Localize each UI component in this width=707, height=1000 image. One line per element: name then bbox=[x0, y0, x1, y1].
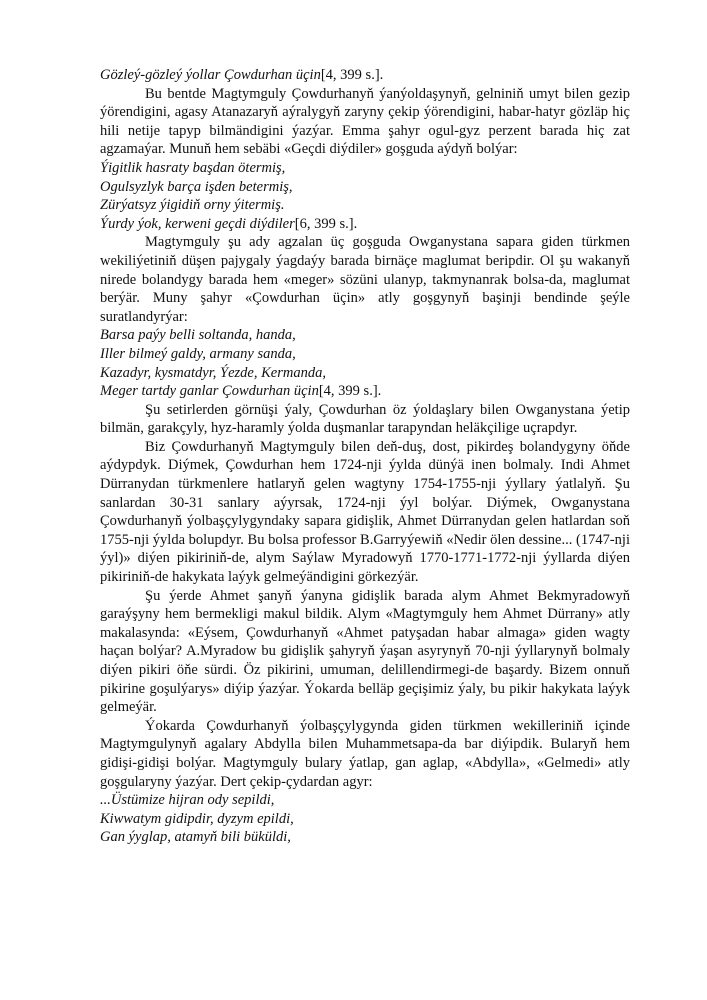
paragraph: Magtymguly şu ady agzalan üç goşguda Owganystana sapara giden türkmen wekiliýetiniň düşen pajygaly ýagdaýy barada birnäçe maglumat beripdir. Ol şu wakanyň nirede bolandygy barada hem «meger» sözüni ulanyp, takmynanrak bolsa-da, maglumat berýär. Muny şahyr «Çowdurhan üçin» atly goşgynyň başinji bendinde şeýle suratlandyrýar: bbox=[100, 234, 630, 325]
verse-line: Iller bilmeý galdy, armany sanda, bbox=[100, 345, 296, 362]
paragraph: Ýokarda Çowdurhanyň ýolbaşçylygynda giden türkmen wekilleriniň içinde Magtymgulynyň agalary Abdylla bilen Muhammetsapa-da bar diýipdik. Bularyň hem gidişi-gidişi bolýar. Magtymguly bulary ýatlap, gan aglap, «Abdylla», «Gelmedi» atly goşgularyny ýazýar. Dert çekip-çydardan agyr: bbox=[100, 717, 630, 790]
document-page bbox=[100, 66, 630, 847]
paragraph: Şu setirlerden görnüşi ýaly, Çowdurhan öz ýoldaşlary bilen Owganystana ýetip bilmän, garakçyly, hyz-haramly ýolda duşmanlar tarapyndan heläkçilige uçrapdyr. bbox=[100, 401, 630, 437]
verse-line: Gan ýyglap, atamyň bili büküldi, bbox=[100, 829, 291, 846]
paragraph: Biz Çowdurhanyň Magtymguly bilen deň-duş, dost, pikirdeş bolandygyny öňde aýdypdyk. Diýmek, Çowdurhan hem 1724-nji ýylda dünýä inen bolmaly. Indi Ahmet Dürranydan türkmenlere hatlaryň gelen wagtyny 1754-1755-nji ýyllary ýatlalyň. Şu sanlardan 30-31 sanlary aýyrsak, 1724-nji ýyl bolýar. Diýmek, Owganystana Çowdurhanyň ýolbaşçylygyndaky sapara gidişlik, Ahmet Dürranydan gelen hatlardan soň 1755-nji ýylda bolupdyr. Bu bolsa professor B.Garryýewiň «Nedir ölen dessine... (1747-nji ýyl)» diýen pikiriniň-de, alym Saýlaw Myradowyň 1770-1771-1772-nji ýyllarda diýen pikiriniň-de hakykata laýyk gelmeýändigini görkezýär. bbox=[100, 438, 630, 586]
citation: [6, 399 s.]. bbox=[294, 215, 358, 232]
verse-line: Zürýatsyz ýigidiň orny ýitermiş. bbox=[100, 197, 285, 214]
verse-line: Barsa paýy belli soltanda, handa, bbox=[100, 327, 296, 344]
verse-line: Kiwwatym gidipdir, dyzym epildi, bbox=[100, 810, 294, 827]
citation: [4, 399 s.]. bbox=[320, 67, 384, 83]
verse-line: Ýigitlik hasraty başdan ötermiş, bbox=[100, 159, 286, 176]
paragraph: Bu bentde Magtymguly Çowdurhanyň ýanýoldaşynyň, gelniniň umyt bilen gezip ýörendigini, agasy Atanazaryň aýralygyň zaryny çekip ýörendigini, habar-hatyr gözläp hiç hili netije tapyp bilmändigini ýazýar. Emma şahyr ogul-gyz perzent barada hiç zat agzamaýar. Munuň hem sebäbi «Geçdi diýdiler» goşguda aýdyň bolýar: bbox=[100, 85, 630, 158]
verse-line: Kazadyr, kysmatdyr, Ýezde, Kermanda, bbox=[100, 364, 326, 381]
verse-line: Ogulsyzlyk barça işden betermiş, bbox=[100, 178, 293, 195]
citation: [4, 399 s.]. bbox=[318, 383, 382, 400]
paragraph: Şu ýerde Ahmet şanyň ýanyna gidişlik barada alym Ahmet Bekmyradowyň garaýşyny hem bermekligi makul bildik. Alym «Magtymguly hem Ahmet Dürrany» atly makalasynda: «Eýsem, Çowdurhanyň «Ahmet patyşadan habar almaga» giden wagty haçan bolýar? A.Myradow bu gidişlik şahyryň ýaşan asyrynyň 70-nji ýyllarynyň bolmaly diýen pikiri öňe sürdi. Öz pikirini, umuman, delillendirmegi-de başardy. Bizem onnuň pikirine goşulýarys» diýip ýazýar. Ýokarda belläp geçişimiz ýaly, bu pikir hakykata laýyk gelmeýär. bbox=[100, 587, 630, 716]
verse-line: Ýurdy ýok, kerweni geçdi diýdiler[6, 399 s.]. bbox=[100, 215, 358, 232]
verse-line: Gözleý-gözleý ýollar Çowdurhan üçin[4, 399 s.]. bbox=[100, 67, 384, 83]
verse-line: Meger tartdy ganlar Çowdurhan üçin[4, 399 s.]. bbox=[100, 383, 382, 400]
verse-line: ...Üstümize hijran ody sepildi, bbox=[100, 792, 275, 809]
